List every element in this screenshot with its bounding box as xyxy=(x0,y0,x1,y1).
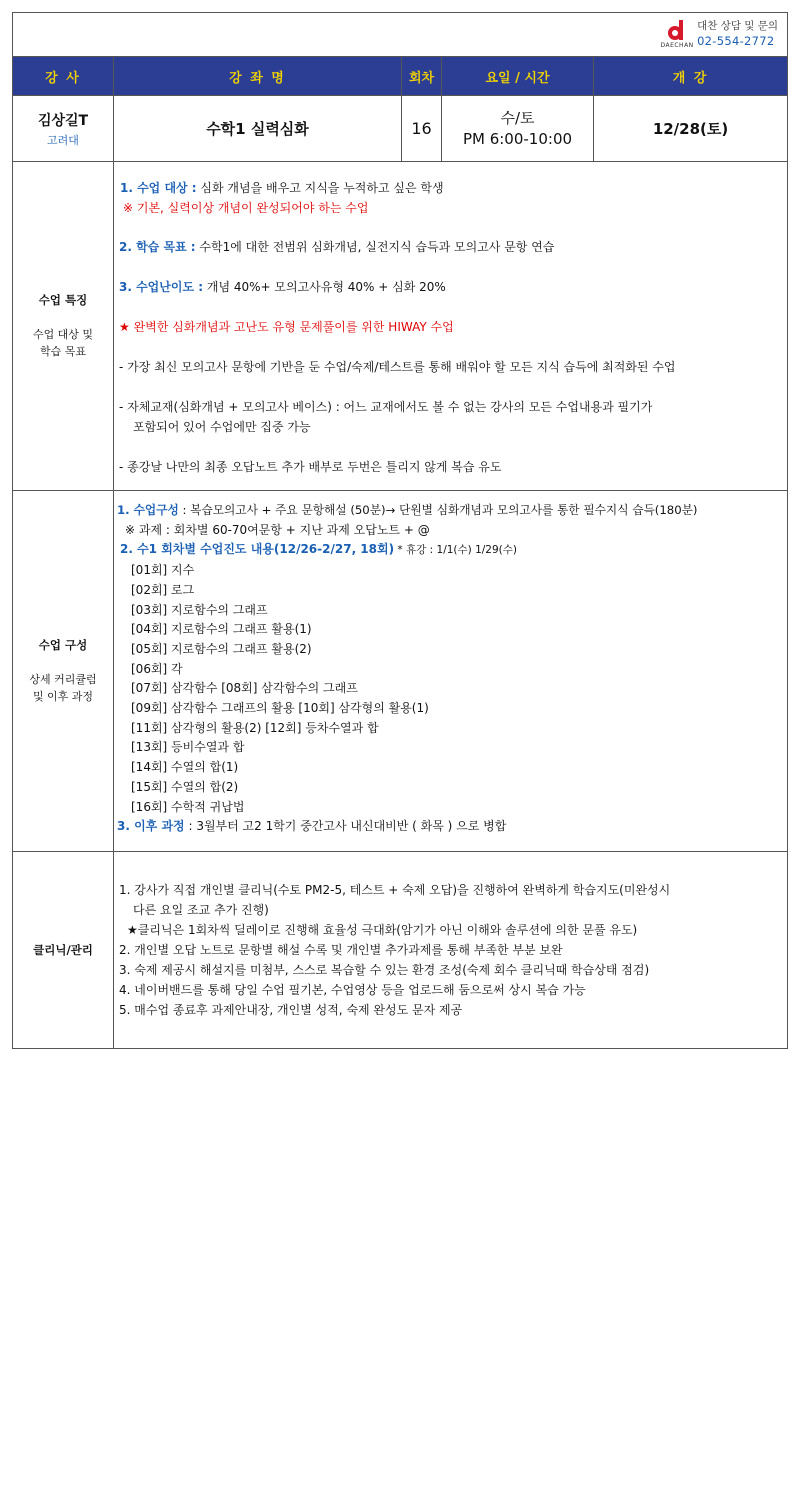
target-text: 심화 개념을 배우고 지식을 누적하고 싶은 학생 xyxy=(196,181,444,195)
clinic-item: 2. 개인별 오답 노트로 문항별 해설 수록 및 개인별 추가과제를 통해 부족한 부분 보완 xyxy=(119,943,563,957)
lesson-item: [01회] 지수 xyxy=(131,563,195,578)
features-sub2: 학습 목표 xyxy=(39,345,86,358)
header-start: 개 강 xyxy=(594,57,788,96)
feature-point-1: - 가장 최신 모의고사 문항에 기반을 둔 수업/숙제/테스트를 통해 배워야 할 모든 지식 습득에 최적화된 수업 xyxy=(119,360,676,374)
lesson-item: [09회] 삼각함수 그래프의 활용 [10회] 삼각형의 활용(1) xyxy=(131,701,429,716)
level-text: 개념 40%+ 모의고사유형 40% + 심화 20% xyxy=(203,280,446,294)
structure-content xyxy=(114,491,788,852)
teacher-university: 고려대 xyxy=(47,133,79,147)
contact-label: 대찬 상담 및 문의 xyxy=(697,20,779,32)
lesson-item: [07회] 삼각함수 [08회] 삼각함수의 그래프 xyxy=(131,681,358,696)
clinic-content xyxy=(114,852,788,1049)
clinic-item: 1. 강사가 직접 개인별 클리닉(수토 PM2-5, 테스트 + 숙제 오답)을 진행하여 완벽하게 학습지도(미완성시 xyxy=(119,883,671,897)
features-content xyxy=(114,162,788,491)
feature-point-2b: 포함되어 있어 수업에만 집중 가능 xyxy=(133,420,311,434)
clinic-label xyxy=(13,852,114,1049)
course-name-cell xyxy=(114,96,402,162)
lesson-item: [15회] 수열의 합(2) xyxy=(131,779,239,794)
clinic-item: 3. 숙제 제공시 해설지를 미첨부, 스스로 복습할 수 있는 환경 조성(숙제 회수 클리닉때 학습상태 점검) xyxy=(119,963,650,977)
feature-point-2a: - 자체교재(심화개념 + 모의고사 베이스) : 어느 교재에서도 볼 수 없는 강사의 모든 수업내용과 필기가 xyxy=(119,400,653,414)
goal-text: 수학1에 대한 전범위 심화개념, 실전지식 습득과 모의고사 문항 연습 xyxy=(195,240,555,254)
target-label: 1. 수업 대상 : xyxy=(120,181,197,195)
teacher-cell xyxy=(13,96,114,162)
course-table xyxy=(12,12,788,1049)
lesson-item: [11회] 삼각형의 활용(2) [12회] 등차수열과 합 xyxy=(131,720,379,735)
features-sub1: 수업 대상 및 xyxy=(32,328,94,341)
brand-bar xyxy=(13,13,788,57)
goal-label: 2. 학습 목표 : xyxy=(119,240,196,254)
start-cell xyxy=(594,96,788,162)
teacher-name: 김상길T xyxy=(37,112,89,129)
structure-sub1: 상세 커리큘럼 xyxy=(29,673,97,686)
lesson-item: [05회] 지로함수의 그래프 활용(2) xyxy=(131,641,312,656)
structure-title: 수업 구성 xyxy=(38,638,88,652)
daechan-logo xyxy=(659,18,695,52)
course-name: 수학1 실력심화 xyxy=(206,120,309,138)
lesson-list xyxy=(117,561,783,817)
section-clinic xyxy=(13,852,788,1049)
lesson-item: [16회] 수학적 귀납법 xyxy=(131,799,245,814)
session-count: 16 xyxy=(411,119,432,138)
structure-label-text: 1. 수업구성 xyxy=(117,503,179,517)
clinic-item: 5. 매수업 종료후 과제안내장, 개인별 성적, 숙제 완성도 문자 제공 xyxy=(119,1003,463,1017)
structure-label xyxy=(13,491,114,852)
lesson-item: [03회] 지로함수의 그래프 xyxy=(131,602,268,617)
lesson-item: [13회] 등비수열과 합 xyxy=(131,740,245,755)
clinic-item: ★클리닉은 1회차씩 딜레이로 진행해 효율성 극대화(암기가 아닌 이해와 솔루션에 의한 문풀 유도) xyxy=(127,923,638,937)
feature-point-3: - 종강날 나만의 최종 오답노트 추가 배부로 두번은 틀리지 않게 복습 유도 xyxy=(119,460,502,474)
contact-info xyxy=(697,19,783,49)
highlight-text: ★ 완벽한 심화개념과 고난도 유형 문제풀이를 위한 HIWAY 수업 xyxy=(119,320,454,334)
lesson-item: [14회] 수열의 합(1) xyxy=(131,760,239,775)
clinic-item: 4. 네이버밴드를 통해 당일 수업 필기본, 수업영상 등을 업로드해 둠으로써 상시 복습 가능 xyxy=(119,983,586,997)
after-text: : 3월부터 고2 1학기 중간고사 내신대비반 ( 화목 ) 으로 병합 xyxy=(184,819,507,834)
header-sessions: 회차 xyxy=(402,57,442,96)
structure-text: : 복습모의고사 + 주요 문항해설 (50분)→ 단원별 심화개념과 모의고사를 통한 필수지식 습득(180분) xyxy=(178,503,698,517)
structure-sub2: 및 이후 과정 xyxy=(32,690,94,703)
course-start-date: 12/28(토) xyxy=(652,120,729,138)
sessions-cell xyxy=(402,96,442,162)
header-schedule: 요일 / 시간 xyxy=(442,57,594,96)
clinic-item: 다른 요일 조교 추가 진행) xyxy=(133,903,269,917)
header-course-name: 강 좌 명 xyxy=(114,57,402,96)
course-sheet xyxy=(12,12,787,1049)
lesson-item: [04회] 지로함수의 그래프 활용(1) xyxy=(131,622,312,637)
logo-text: DAECHAN xyxy=(660,42,694,49)
features-label xyxy=(13,162,114,491)
clinic-title: 클리닉/관리 xyxy=(33,942,93,957)
lesson-item: [06회] 각 xyxy=(131,661,183,676)
lesson-item: [02회] 로그 xyxy=(131,582,195,597)
course-days: 수/토 xyxy=(500,108,535,127)
section-structure xyxy=(13,491,788,852)
header-row xyxy=(13,57,788,96)
section-features xyxy=(13,162,788,491)
progress-label: 2. 수1 회차별 수업진도 내용(12/26-2/27, 18회) xyxy=(120,542,395,557)
target-note: ※ 기본, 실력이상 개념이 완성되어야 하는 수업 xyxy=(123,201,369,215)
homework-text: ※ 과제 : 회차별 60-70여문항 + 지난 과제 오답노트 + @ xyxy=(125,522,430,537)
level-label: 3. 수업난이도 : xyxy=(119,280,204,294)
after-label: 3. 이후 과정 xyxy=(117,819,185,834)
course-time: PM 6:00-10:00 xyxy=(462,129,573,148)
holiday-text: * 휴강 : 1/1(수) 1/29(수) xyxy=(394,544,518,557)
contact-phone[interactable]: 02-554-2772 xyxy=(697,34,775,48)
features-title: 수업 특징 xyxy=(38,293,88,307)
logo-mark-icon xyxy=(666,18,688,42)
schedule-cell xyxy=(442,96,594,162)
course-info-row xyxy=(13,96,788,162)
header-teacher: 강 사 xyxy=(13,57,114,96)
